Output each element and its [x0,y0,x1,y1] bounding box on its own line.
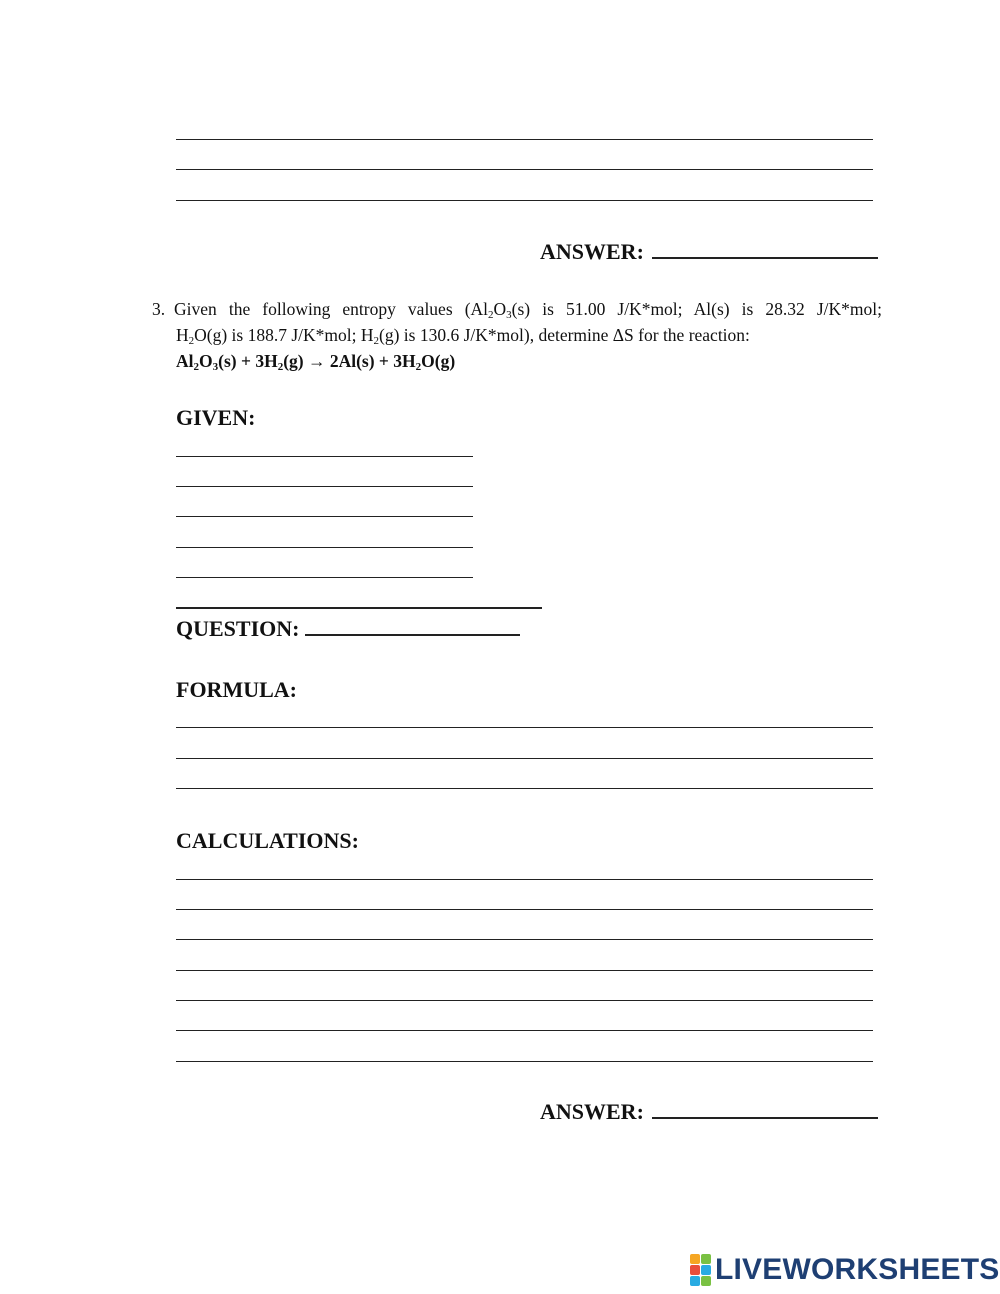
problem-number: 3. [152,299,166,319]
given-line[interactable] [176,547,473,548]
problem-line-1: 3. Given the following entropy values ($Al_2O_3(s)$ is 51.00 J/K*mol; Al(s) is 28.32 J/K*mol; [152,296,882,322]
calculation-line[interactable] [176,939,873,940]
given-line[interactable] [176,456,473,457]
logo-text: LIVEWORKSHEETS [715,1253,1000,1286]
calculation-line[interactable] [176,970,873,971]
formula-line[interactable] [176,727,873,728]
answer-label: ANSWER: [540,1099,644,1124]
question-row [176,616,520,642]
formula-heading: FORMULA: [176,677,297,702]
logo-blocks-icon [690,1254,711,1286]
writing-line[interactable] [176,139,873,140]
bottom-answer [540,1099,878,1125]
calculations-heading: CALCULATIONS: [176,828,359,853]
given-separator-line[interactable] [176,607,542,609]
calculation-line[interactable] [176,1061,873,1062]
formula-line[interactable] [176,758,873,759]
top-answer [540,239,878,265]
calculation-line[interactable] [176,879,873,880]
question-blank[interactable] [305,616,520,636]
answer-label: ANSWER: [540,239,644,264]
answer-blank[interactable] [652,239,878,259]
question-label: QUESTION: [176,616,300,641]
given-line[interactable] [176,486,473,487]
answer-blank[interactable] [652,1099,878,1119]
writing-line[interactable] [176,200,873,201]
liveworksheets-logo [690,1253,1000,1287]
reaction-equation: $Al_2O_3(s) + 3H_2(g) \to 2Al(s) + 3H_2O(g)$ [176,351,456,373]
calculation-line[interactable] [176,1030,873,1031]
writing-line[interactable] [176,169,873,170]
given-heading: GIVEN: [176,405,256,430]
formula-line[interactable] [176,788,873,789]
calculation-line[interactable] [176,1000,873,1001]
problem-statement [152,296,882,374]
calculation-line[interactable] [176,909,873,910]
given-line[interactable] [176,577,473,578]
given-line[interactable] [176,516,473,517]
problem-line-2: $H_2O(g)$ is 188.7 J/K*mol; $H_2(g)$ is 130.6 J/K*mol), determine ΔS for the reaction: [176,325,750,347]
